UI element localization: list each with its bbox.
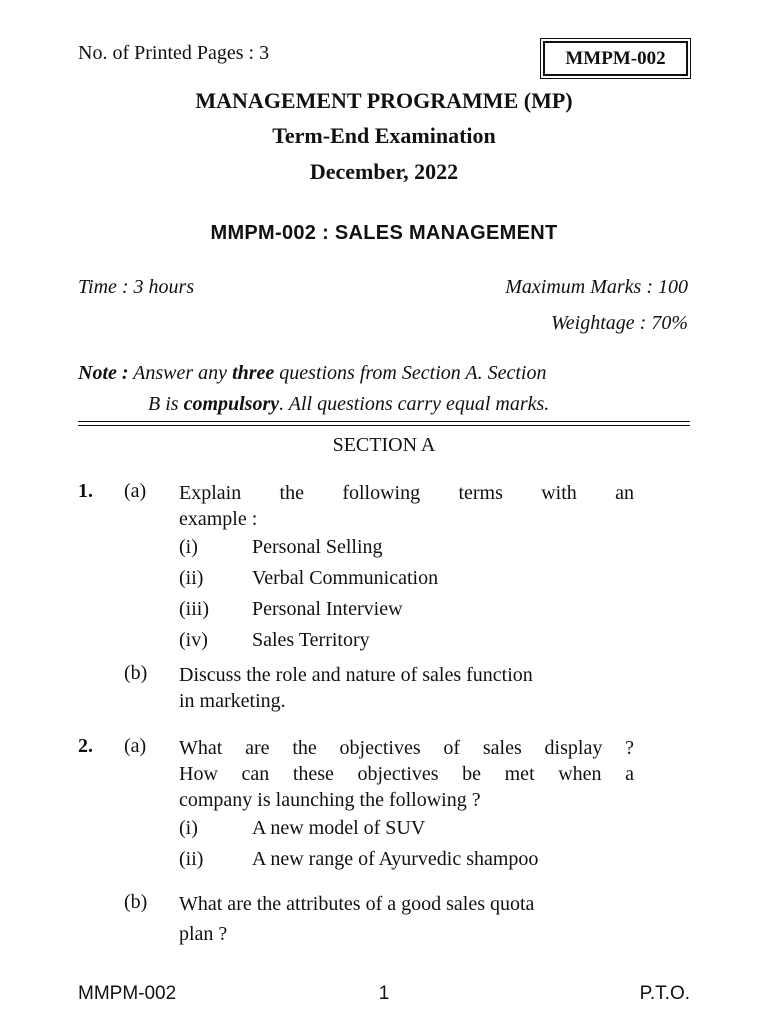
sub-item-text: Personal Selling bbox=[252, 536, 383, 558]
question-text: What are the objectives of sales display ? bbox=[179, 737, 634, 759]
question-part-label: (a) bbox=[124, 735, 147, 757]
printed-pages-count: No. of Printed Pages : 3 bbox=[78, 42, 270, 64]
course-code-box: MMPM-002 bbox=[543, 41, 688, 76]
programme-title: MANAGEMENT PROGRAMME (MP) bbox=[195, 88, 573, 113]
question-text: in marketing. bbox=[179, 690, 286, 712]
note-emphasis: compulsory bbox=[183, 393, 280, 415]
weightage: Weightage : 70% bbox=[550, 312, 688, 334]
sub-item-text: Personal Interview bbox=[252, 598, 403, 620]
sub-item-text: A new range of Ayurvedic shampoo bbox=[252, 848, 539, 870]
question-part-label: (a) bbox=[124, 480, 147, 502]
sub-item-text: Sales Territory bbox=[252, 629, 370, 651]
question-text: example : bbox=[179, 508, 258, 530]
exam-date: December, 2022 bbox=[309, 159, 459, 184]
question-part-label: (b) bbox=[124, 891, 148, 913]
course-title: MMPM-002 : SALES MANAGEMENT bbox=[210, 222, 558, 244]
section-heading: SECTION A bbox=[332, 434, 436, 456]
question-text: company is launching the following ? bbox=[179, 789, 481, 811]
note-text: B is bbox=[148, 393, 184, 415]
sub-item-number: (i) bbox=[179, 817, 198, 839]
sub-item-number: (i) bbox=[179, 536, 198, 558]
please-turn-over: P.T.O. bbox=[639, 983, 690, 1004]
note-emphasis: three bbox=[232, 362, 275, 384]
note-text: questions from Section A. Section bbox=[274, 362, 547, 384]
sub-item-number: (ii) bbox=[179, 567, 204, 589]
note-label: Note : bbox=[78, 362, 129, 384]
sub-item-text: Verbal Communication bbox=[252, 567, 439, 589]
question-part-label: (b) bbox=[124, 662, 148, 684]
question-text: What are the attributes of a good sales quota bbox=[179, 893, 535, 915]
question-text: Explain the following terms with an bbox=[179, 482, 634, 504]
sub-item-number: (iii) bbox=[179, 598, 209, 620]
question-number: 2. bbox=[78, 735, 93, 757]
sub-item-text: A new model of SUV bbox=[252, 817, 426, 839]
question-text: How can these objectives be met when a bbox=[179, 763, 634, 785]
exam-title: Term-End Examination bbox=[272, 123, 496, 148]
note-text: Answer any bbox=[128, 362, 233, 384]
sub-item-number: (iv) bbox=[179, 629, 208, 651]
question-text: plan ? bbox=[179, 923, 228, 945]
page-number: 1 bbox=[378, 983, 390, 1004]
question-number: 1. bbox=[78, 480, 93, 502]
sub-item-number: (ii) bbox=[179, 848, 204, 870]
divider bbox=[78, 425, 690, 426]
footer-course-code: MMPM-002 bbox=[78, 983, 177, 1004]
question-text: Discuss the role and nature of sales function bbox=[179, 664, 533, 686]
exam-time: Time : 3 hours bbox=[78, 276, 195, 298]
instructions-note bbox=[78, 358, 690, 420]
divider bbox=[78, 421, 690, 422]
note-text: . All questions carry equal marks. bbox=[279, 393, 550, 415]
maximum-marks: Maximum Marks : 100 bbox=[505, 276, 688, 298]
